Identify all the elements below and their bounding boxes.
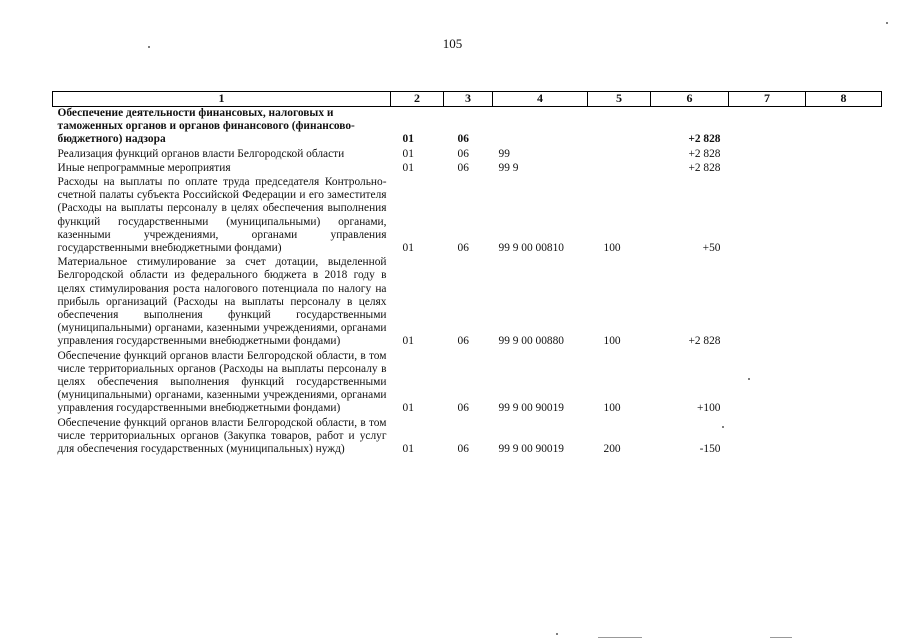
scan-edge-line [598, 637, 642, 638]
table-row [53, 176, 882, 256]
row-name: Обеспечение деятельности финансовых, налоговых и таможенных органов и органов финансового (финансово-бюджетного) надзора [57, 107, 355, 146]
row-col8 [806, 107, 882, 148]
row-section: 01 [402, 133, 414, 146]
row-expense-type: 100 [603, 335, 621, 348]
row-target-article: 99 9 00 90019 [498, 402, 564, 415]
row-name: Обеспечение функций органов власти Белгородской области, в том числе территориальных органов (Расходы на выплаты персоналу в целях обеспечения выполнения функций государственными (муниципальными) органами, казенными учреждениями, органами управления государственными внебюджетными фондами) [57, 349, 387, 415]
row-sum: +2 828 [688, 133, 721, 146]
scan-speck [722, 426, 724, 428]
row-col8 [806, 417, 882, 458]
column-header: 7 [729, 92, 806, 107]
row-col8 [806, 162, 882, 176]
table-row [53, 256, 882, 349]
column-header: 3 [444, 92, 493, 107]
row-section: 01 [402, 443, 414, 456]
row-sum: +50 [702, 242, 721, 255]
row-subsection: 06 [457, 402, 469, 415]
row-section: 01 [402, 161, 414, 174]
row-sum: +2 828 [688, 161, 721, 174]
row-col7 [729, 176, 806, 256]
row-subsection: 06 [457, 335, 469, 348]
row-expense-type [588, 107, 651, 148]
row-target-article: 99 9 00 00810 [498, 242, 564, 255]
row-sum: +2 828 [688, 335, 721, 348]
row-sum: -150 [699, 443, 721, 456]
row-col8 [806, 148, 882, 162]
row-name: Реализация функций органов власти Белгородской области [57, 147, 345, 160]
column-header: 4 [493, 92, 588, 107]
budget-table [52, 91, 882, 457]
row-subsection: 06 [457, 443, 469, 456]
row-subsection: 06 [457, 161, 469, 174]
row-sum: +2 828 [688, 147, 721, 160]
row-section: 01 [402, 242, 414, 255]
row-name: Обеспечение функций органов власти Белгородской области, в том числе территориальных органов (Закупка товаров, работ и услуг для обеспечения государственных (муниципальных) нужд) [57, 416, 387, 456]
row-target-article: 99 9 00 00880 [498, 335, 564, 348]
scan-speck [886, 22, 888, 24]
row-name: Материальное стимулирование за счет дотации, выделенной Белгородской области из федерального бюджета в 2018 году в целях стимулирования роста налогового потенциала по налогу на прибыль организаций (Расходы на выплаты персоналу в целях обеспечения выполнения функций государственными (муниципальными) органами, казенными учреждениями, органами управления государственными внебюджетными фондами) [57, 256, 387, 348]
table-row [53, 350, 882, 417]
column-header: 5 [588, 92, 651, 107]
table-row [53, 417, 882, 458]
column-header: 8 [806, 92, 882, 107]
row-target-article [493, 107, 588, 148]
table-row [53, 148, 882, 162]
row-expense-type: 100 [603, 242, 621, 255]
row-col7 [729, 148, 806, 162]
row-subsection: 06 [457, 242, 469, 255]
table-row [53, 162, 882, 176]
scan-speck [748, 378, 750, 380]
row-col7 [729, 256, 806, 349]
scan-speck [148, 46, 150, 48]
row-section: 01 [402, 335, 414, 348]
row-expense-type: 200 [603, 443, 621, 456]
table-row [53, 107, 882, 148]
row-col7 [729, 350, 806, 417]
row-col7 [729, 107, 806, 148]
column-header: 1 [53, 92, 391, 107]
row-col7 [729, 417, 806, 458]
table-body [53, 107, 882, 458]
row-col8 [806, 176, 882, 256]
row-subsection: 06 [457, 133, 469, 146]
row-name: Расходы на выплаты по оплате труда председателя Контрольно-счетной палаты субъекта Российской Федерации и его заместителя (Расходы на выплаты персоналу в целях обеспечения выполнения функций государственными (муниципальными) органами, казенными учреждениями, органами управления государственными внебюджетными фондами) [57, 176, 387, 255]
row-section: 01 [402, 402, 414, 415]
row-target-article: 99 [498, 147, 510, 160]
scan-speck [556, 633, 558, 635]
row-col8 [806, 350, 882, 417]
row-name: Иные непрограммные мероприятия [57, 161, 231, 174]
column-header: 6 [651, 92, 729, 107]
row-expense-type [588, 148, 651, 162]
scan-edge-line [770, 637, 792, 638]
row-col8 [806, 256, 882, 349]
row-sum: +100 [696, 402, 721, 415]
row-expense-type [588, 162, 651, 176]
page-number: 105 [442, 36, 463, 51]
row-target-article: 99 9 [498, 161, 519, 174]
row-section: 01 [402, 147, 414, 160]
row-subsection: 06 [457, 147, 469, 160]
column-header: 2 [391, 92, 444, 107]
table-header-row [53, 92, 882, 107]
row-expense-type: 100 [603, 402, 621, 415]
row-target-article: 99 9 00 90019 [498, 443, 564, 456]
row-col7 [729, 162, 806, 176]
